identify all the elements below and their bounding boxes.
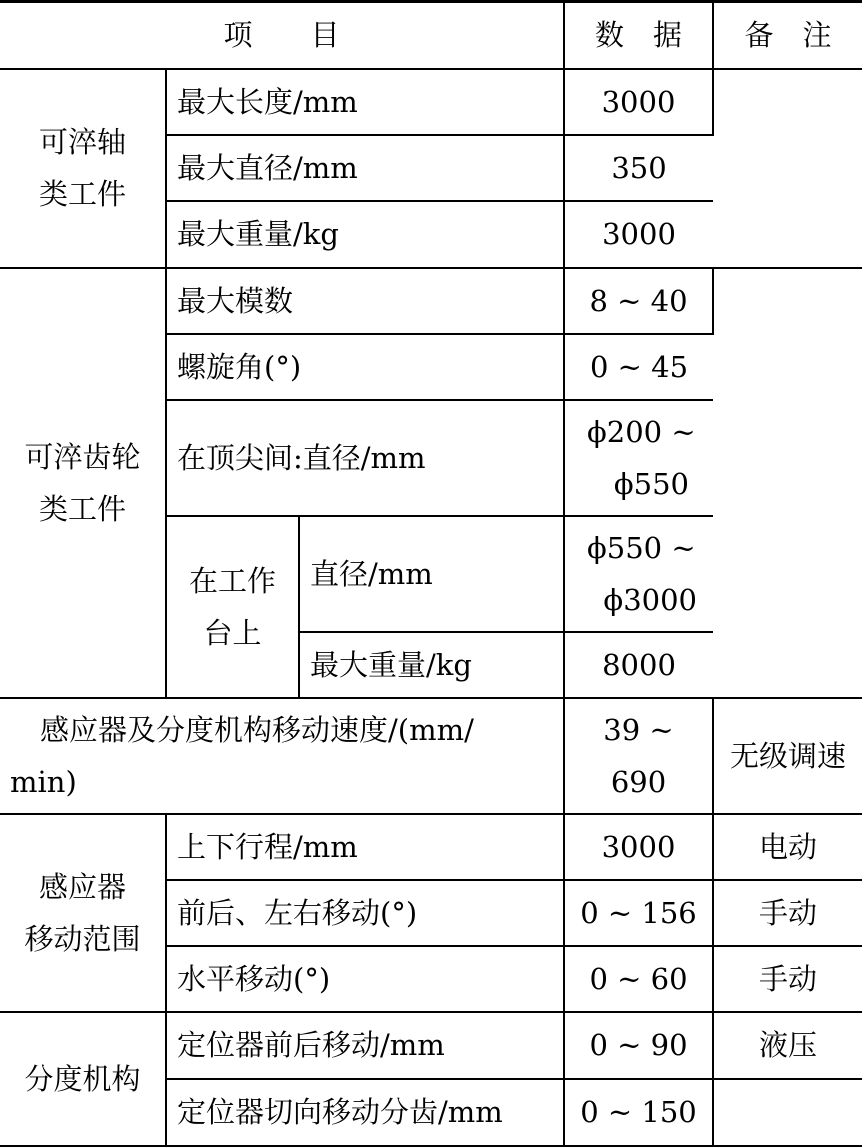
row-label: 最大重量/kg [166, 201, 564, 268]
row-note: 无级调速 [713, 698, 862, 814]
row-label: 最大直径/mm [166, 135, 564, 201]
row-label: 最大长度/mm [166, 69, 564, 135]
row-value: 3000 [564, 201, 713, 268]
row-label: 在顶尖间:直径/mm [166, 400, 564, 516]
row-note: 手动 [713, 880, 862, 946]
group-gear-line1: 可淬齿轮 [24, 439, 141, 474]
row-note: 手动 [713, 946, 862, 1012]
speed-label-line1: 感应器及分度机构移动速度/(mm/ [40, 712, 474, 747]
row-note: 电动 [713, 814, 862, 880]
header-row [0, 2, 862, 69]
table-row [0, 698, 862, 814]
header-item: 项 目 [0, 2, 564, 69]
row-value: 0 ~ 90 [564, 1012, 713, 1079]
row-value: 39 ~ 690 [564, 698, 713, 814]
row-value [564, 516, 713, 632]
speed-label-line2: min) [10, 764, 77, 799]
note-empty [713, 69, 862, 268]
row-value: 0 ~ 60 [564, 946, 713, 1012]
row-value: 8 ~ 40 [564, 268, 713, 334]
group-on-table [166, 516, 299, 698]
note-empty [713, 268, 862, 698]
row-label: 最大重量/kg [299, 632, 564, 698]
group-gear-line2: 类工件 [38, 491, 126, 526]
value-line2: ϕ550 [613, 466, 689, 501]
row-value: 350 [564, 135, 713, 201]
table-row [0, 69, 862, 135]
table-row [0, 268, 862, 334]
row-value: 3000 [564, 814, 713, 880]
row-value [564, 400, 713, 516]
group-gear [0, 268, 166, 698]
row-value: 0 ~ 45 [564, 334, 713, 400]
group-inductor-line2: 移动范围 [24, 921, 141, 956]
table-row [0, 1012, 862, 1079]
group-shaft-line2: 类工件 [38, 177, 126, 211]
value-line2: ϕ3000 [603, 582, 697, 617]
group-on-table-line1: 在工作 [188, 563, 276, 598]
row-label: 前后、左右移动(°) [166, 880, 564, 946]
group-inductor-line1: 感应器 [38, 869, 126, 904]
value-line1: ϕ550 ~ [587, 530, 696, 565]
header-data: 数 据 [564, 2, 713, 69]
table-row [0, 814, 862, 880]
group-inductor [0, 814, 166, 1012]
row-label: 螺旋角(°) [166, 334, 564, 400]
row-value: 8000 [564, 632, 713, 698]
speed-label [0, 698, 564, 814]
row-label: 定位器前后移动/mm [166, 1012, 564, 1079]
group-shaft-line1: 可淬轴 [38, 125, 126, 159]
header-note: 备 注 [713, 2, 862, 69]
row-note: 液压 [713, 1012, 862, 1079]
row-label: 最大模数 [166, 268, 564, 334]
row-value: 0 ~ 150 [564, 1079, 713, 1146]
row-value: 3000 [564, 69, 713, 135]
row-label: 直径/mm [299, 516, 564, 632]
group-on-table-line2: 台上 [203, 615, 262, 650]
row-note [713, 1079, 862, 1146]
row-value: 0 ~ 156 [564, 880, 713, 946]
group-indexing: 分度机构 [0, 1012, 166, 1146]
row-label: 上下行程/mm [166, 814, 564, 880]
value-line1: ϕ200 ~ [587, 414, 696, 449]
row-label: 水平移动(°) [166, 946, 564, 1012]
row-label: 定位器切向移动分齿/mm [166, 1079, 564, 1146]
group-shaft [0, 69, 166, 268]
